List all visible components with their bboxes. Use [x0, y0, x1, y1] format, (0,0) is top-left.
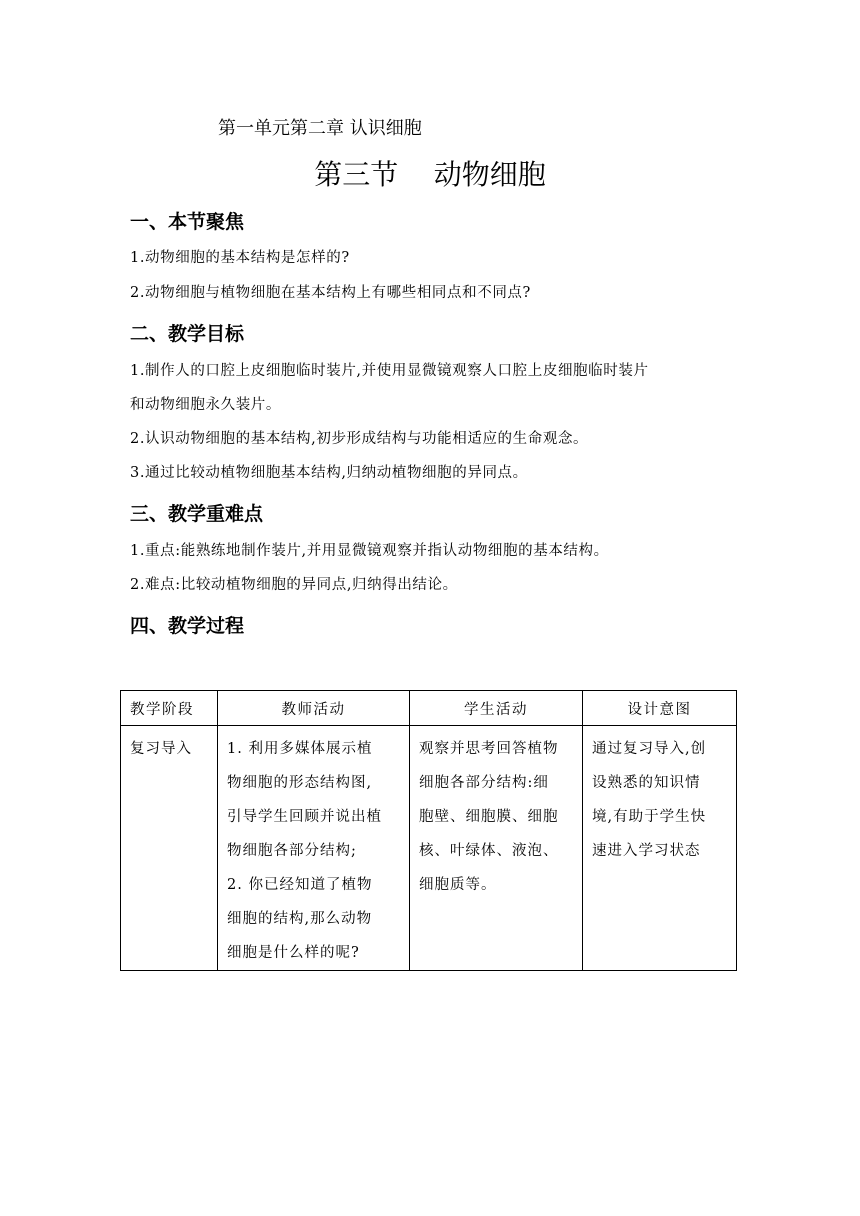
- focus-heading: 一、本节聚焦: [130, 211, 245, 233]
- header-design-intent: 设计意图: [583, 691, 737, 726]
- key-point-2: 2.难点:比较动植物细胞的异同点,归纳得出结论。: [130, 577, 458, 593]
- teacher-line: 引导学生回顾并说出植: [227, 809, 382, 825]
- process-table: [120, 690, 737, 971]
- student-line: 细胞各部分结构:细: [419, 775, 549, 791]
- header-student-activity: 学生活动: [410, 691, 583, 726]
- teacher-line: 2. 你已经知道了植物: [227, 877, 373, 893]
- student-line: 细胞质等。: [419, 877, 497, 893]
- header-stage: 教学阶段: [121, 691, 218, 726]
- teacher-line: 细胞的结构,那么动物: [227, 911, 373, 927]
- table-row: [121, 726, 737, 971]
- goals-item-2: 2.认识动物细胞的基本结构,初步形成结构与功能相适应的生命观念。: [130, 431, 589, 447]
- student-line: 胞壁、细胞膜、细胞: [419, 809, 559, 825]
- student-line: 核、叶绿体、液泡、: [419, 843, 559, 859]
- teacher-line: 1. 利用多媒体展示植: [227, 741, 373, 757]
- student-line: 观察并思考回答植物: [419, 741, 559, 757]
- teacher-line: 物细胞的形态结构图,: [227, 775, 373, 791]
- cell-design-intent: [583, 726, 737, 971]
- goals-item-3: 3.通过比较动植物细胞基本结构,归纳动植物细胞的异同点。: [130, 465, 528, 481]
- goals-heading: 二、教学目标: [130, 323, 245, 345]
- key-points-heading: 三、教学重难点: [130, 503, 264, 525]
- focus-item-2: 2.动物细胞与植物细胞在基本结构上有哪些相同点和不同点?: [130, 285, 531, 301]
- header-teacher-activity: 教师活动: [218, 691, 410, 726]
- table-header-row: [121, 691, 737, 726]
- stage-text: 复习导入: [130, 741, 192, 757]
- key-point-1: 1.重点:能熟练地制作装片,并用显微镜观察并指认动物细胞的基本结构。: [130, 543, 609, 559]
- process-heading: 四、教学过程: [130, 615, 245, 637]
- intent-line: 设熟悉的知识情: [592, 775, 701, 791]
- teacher-line: 细胞是什么样的呢?: [227, 945, 360, 961]
- focus-item-1: 1.动物细胞的基本结构是怎样的?: [130, 250, 350, 266]
- cell-student-activity: [410, 726, 583, 971]
- intent-line: 境,有助于学生快: [592, 809, 707, 825]
- teacher-line: 物细胞各部分结构;: [227, 843, 357, 859]
- intent-line: 速进入学习状态: [592, 843, 701, 859]
- cell-teacher-activity: [218, 726, 410, 971]
- cell-stage: [121, 726, 218, 971]
- goals-item-1-continued: 和动物细胞永久装片。: [130, 397, 281, 413]
- chapter-title: 第一单元第二章 认识细胞: [218, 118, 422, 139]
- intent-line: 通过复习导入,创: [592, 741, 707, 757]
- section-title: 第三节 动物细胞: [314, 158, 546, 191]
- goals-item-1: 1.制作人的口腔上皮细胞临时装片,并使用显微镜观察人口腔上皮细胞临时装片: [130, 363, 649, 379]
